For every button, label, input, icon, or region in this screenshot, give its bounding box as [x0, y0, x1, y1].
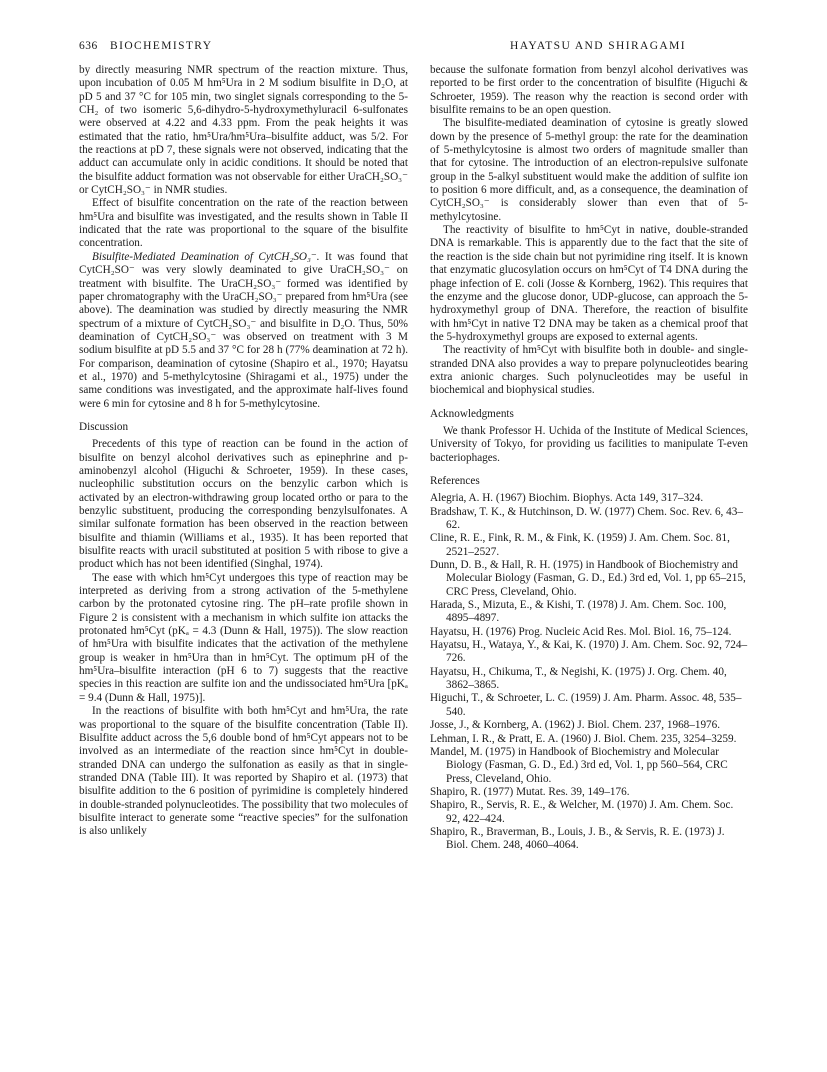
reference-item: Bradshaw, T. K., & Hutchinson, D. W. (1977) Chem. Soc. Rev. 6, 43–62. — [430, 505, 743, 531]
running-header-left — [79, 40, 212, 52]
section-heading-discussion: Discussion — [79, 420, 129, 433]
reference-item: Alegria, A. H. (1967) Biochim. Biophys. Acta 149, 317–324. — [430, 492, 704, 505]
paragraph-bisulfite-concentration: Effect of bisulfite concentration on the rate of the reaction between hm⁵Ura and bisulfite was investigated, and the results shown in Table II indicated that the rate was proportional to the square of the bisulfite concentration. — [79, 197, 408, 250]
reference-item: Hayatsu, H., Chikuma, T., & Negishi, K. (1975) J. Org. Chem. 40, 3862–3865. — [430, 665, 727, 692]
paragraph-discussion-4: because the sulfonate formation from benzyl alcohol derivatives was reported to be first order to the concentration of bisulfite (Higuchi & Schroeter, 1959). The reason why the reaction is second order with bisulfite remains to be an open question. — [430, 64, 748, 117]
reference-list — [430, 492, 748, 852]
paragraph-discussion-5: The bisulfite-mediated deamination of cytosine is greatly slowed down by the presence of 5-methyl group: the rate for the deamination of 5-methylcytosine is almost two orders of magnitude smaller than that for cytosine. The introduction of an electron-repulsive sulfonate group in the 5-alkyl substituent would make the addition of sulfite ion to position 6 more difficult, and, as a consequence, the deamination of CytCH₂SO₃⁻ is considerably slower than even that of 5-methylcytosine. — [430, 117, 748, 223]
section-heading-acknowledgments: Acknowledgments — [430, 407, 514, 420]
section-heading-references: References — [430, 474, 480, 487]
paragraph-acknowledgments: We thank Professor H. Uchida of the Institute of Medical Sciences, University of Tokyo, for providing us facilities to manipulate T-even bacteriophages. — [430, 424, 748, 464]
paragraph-deamination — [79, 251, 408, 411]
reference-item: Hayatsu, H., Wataya, Y., & Kai, K. (1970) J. Am. Chem. Soc. 92, 724–726. — [430, 639, 748, 665]
journal-name: BIOCHEMISTRY — [110, 40, 213, 52]
reference-item: Shapiro, R., Servis, R. E., & Welcher, M. (1970) J. Am. Chem. Soc. 92, 422–424. — [430, 799, 734, 825]
reference-item: Cline, R. E., Fink, R. M., & Fink, K. (1959) J. Am. Chem. Soc. 81, 2521–2527. — [430, 532, 730, 558]
paragraph-discussion-6: The reactivity of bisulfite to hm⁵Cyt in native, double-stranded DNA is remarkable. This is apparently due to the fact that the site of the reaction is the side chain but not pyrimidine ring itself. It is known that enzymatic glucosylation occurs on hm⁵Cyt of T4 DNA during the phage infection of E. coli (Josse & Kornberg, 1962). This requires that the enzyme and the glucose donor, UDP-glucose, can approach the 5-hydroxymethyl group of DNA. Therefore, the reaction of bisulfite with hm⁵Cyt in native T2 DNA may be taken as a chemical proof that the 5-hydroxymethyl groups are exposed to external agents. — [430, 224, 748, 343]
run-in-heading: Bisulfite-Mediated Deamination of CytCH₂SO₃⁻. — [92, 250, 320, 263]
reference-item: Hayatsu, H. (1976) Prog. Nucleic Acid Res. Mol. Biol. 16, 75–124. — [430, 625, 732, 638]
running-header-authors: HAYATSU AND SHIRAGAMI — [510, 40, 686, 52]
paragraph-discussion-7: The reactivity of hm⁵Cyt with bisulfite both in double- and single-stranded DNA also provides a way to prepare polynucleotides bearing extra anionic charges. Such polynucleotides may be useful in biochemical and biophysical studies. — [430, 344, 748, 397]
paragraph-deamination-text: It was found that CytCH₂SO⁻ was very slowly deaminated to give UraCH₂SO₃⁻ on treatment with bisulfite. The UraCH₂SO₃⁻ formed was identified by paper chromatography with the UraCH₂SO₃⁻ prepared from hm⁵Ura (see above). The deamination was studied by directly measuring the NMR spectrum of a mixture of CytCH₂SO₃⁻ and bisulfite in D₂O. Thus, 50% deamination of CytCH₂SO₃⁻ was observed on treatment with 3 M sodium bisulfite at pD 5.5 and 37 °C for 28 h (77% deamination at 72 h). For comparison, deamination of cytosine (Shapiro et al., 1970; Hayatsu et al., 1970) and 5-methylcytosine (Shiragami et al., 1975) under the same conditions was investigated, and the approximate half-lives found were 6 min for cytosine and 8 h for 5-methylcytosine. — [79, 250, 408, 410]
paragraph-nmr-observation: by directly measuring NMR spectrum of the reaction mixture. Thus, upon incubation of 0.05 M hm⁵Ura in 2 M sodium bisulfite in D₂O, at pD 5 and 37 °C for 105 min, two singlet signals corresponding to the 5-CH₂ of two isomeric 5,6-dihydro-5-hydroxymethyluracil 6-sulfonates were observed at 4.22 and 4.33 ppm. From the peak heights it was estimated that the ratio, hm⁵Ura/hm⁵Ura–bisulfite adduct, was 5/2. For the reactions at pD 7, these signals were not observed, indicating that the adduct can accumulate only in acidic conditions. It should be noted that the bisulfite adduct formation was not observable for either UraCH₂SO₃⁻ or CytCH₂SO₃⁻ in NMR studies. — [79, 64, 408, 197]
page-number: 636 — [79, 40, 98, 52]
reference-item: Shapiro, R., Braverman, B., Louis, J. B., & Servis, R. E. (1973) J. Biol. Chem. 248, 4060–4064. — [430, 825, 725, 852]
reference-item: Higuchi, T., & Schroeter, L. C. (1959) J. Am. Pharm. Assoc. 48, 535–540. — [430, 692, 742, 718]
paragraph-discussion-3: In the reactions of bisulfite with both hm⁵Cyt and hm⁵Ura, the rate was proportional to the square of the bisulfite concentration (Table II). Bisulfite adduct across the 5,6 double bond of hm⁵Cyt appears not to be involved as an intermediate of the reaction since hm⁵Cyt in double-stranded DNA can undergo the sulfonation as easily as that in single-stranded DNA (Table III). It was reported by Shapiro et al. (1973) that bisulfite addition to the 6 position of pyrimidine is completely hindered in double-stranded polynucleotides. The possibility that two molecules of bisulfite interact to generate some “reactive species” for the sulfonation is also unlikely — [79, 705, 408, 838]
reference-item: Lehman, I. R., & Pratt, E. A. (1960) J. Biol. Chem. 235, 3254–3259. — [430, 732, 737, 745]
paragraph-discussion-1: Precedents of this type of reaction can be found in the action of bisulfite on benzyl alcohol derivatives such as epinephrine and p-aminobenzyl alcohol (Higuchi & Schroeter, 1959). In these cases, nucleophilic substitution occurs on the benzylic carbon which is activated by an electron-withdrawing group located ortho or para to the benzylic substituent, producing the corresponding benzylsulfonates. A similar sulfonate formation has been observed in the reaction between bisulfite and thiamin (Williams et al., 1935). It has been reported that bisulfite reacts with uracil substituted at position 5 with ribose to give a product which has not been identified (Singhal, 1974). — [79, 438, 408, 571]
reference-item: Shapiro, R. (1977) Mutat. Res. 39, 149–176. — [430, 785, 630, 798]
paragraph-discussion-2: The ease with which hm⁵Cyt undergoes this type of reaction may be interpreted as deriving from a strong activation of the 5-methylene carbon by the protonated cytosine ring. The pH–rate profile shown in Figure 2 is consistent with a mechanism in which sulfite ion attacks the protonated hm⁵Cyt (pKₐ = 4.3 (Dunn & Hall, 1975)). The slow reaction of hm⁵Ura with bisulfite indicates that the activation of the methylene group is weaker in hm⁵Ura than in hm⁵Cyt. The optimum pH of the hm⁵Ura–bisulfite interaction (pH 6 to 7) suggests that the reactive species in this reaction are sulfite ion and the undissociated hm⁵Ura [pKₐ = 9.4 (Dunn & Hall, 1975)]. — [79, 571, 408, 704]
right-column — [430, 64, 748, 853]
reference-item: Dunn, D. B., & Hall, R. H. (1975) in Handbook of Biochemistry and Molecular Biology (Fasman, G. D., Ed.) 3rd ed, Vol. 1, pp 65–215, CRC Press, Cleveland, Ohio. — [430, 559, 746, 598]
reference-item: Mandel, M. (1975) in Handbook of Biochemistry and Molecular Biology (Fasman, G. D., Ed.) 3rd ed, Vol. 1, pp 560–564, CRC Press, Cleveland, Ohio. — [430, 745, 728, 785]
left-column — [79, 64, 408, 839]
reference-item: Harada, S., Mizuta, E., & Kishi, T. (1978) J. Am. Chem. Soc. 100, 4895–4897. — [430, 599, 727, 625]
reference-item: Josse, J., & Kornberg, A. (1962) J. Biol. Chem. 237, 1968–1976. — [430, 719, 721, 732]
